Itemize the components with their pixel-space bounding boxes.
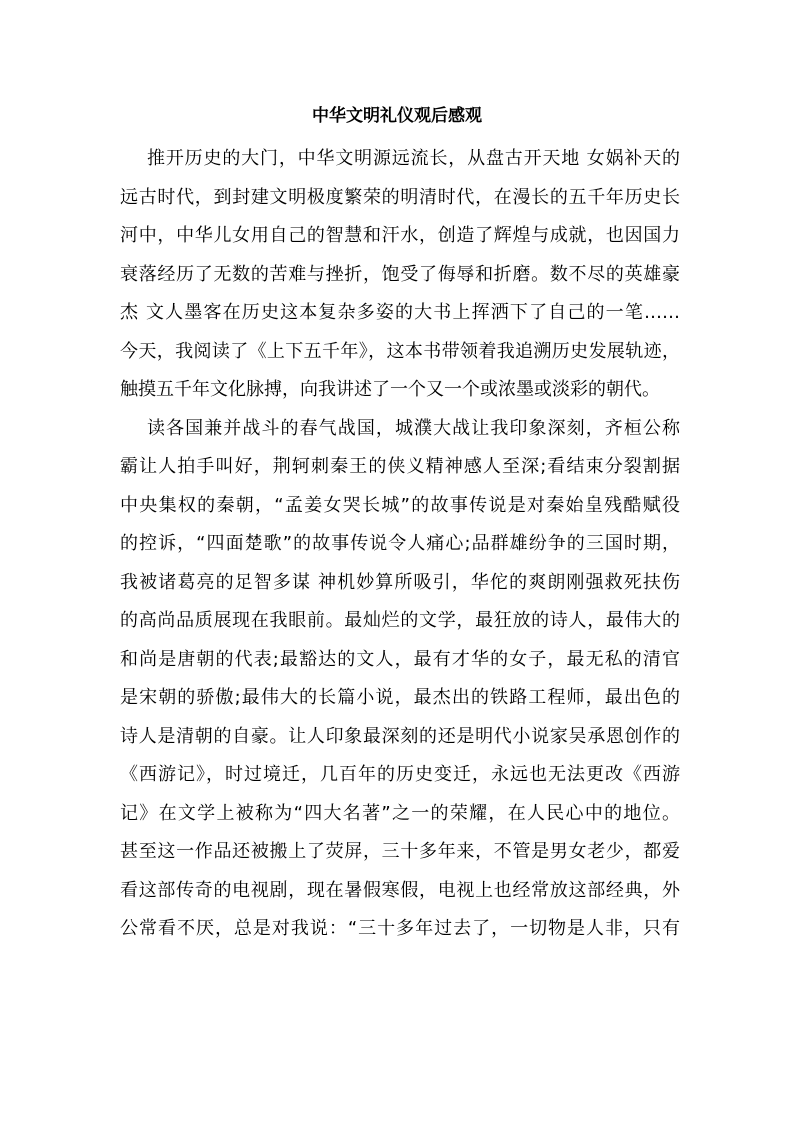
text-line: 触摸五千年文化脉搏，向我讲述了一个又一个或浓墨或淡彩的朝代。 [120, 379, 660, 400]
text-line: 看这部传奇的电视剧，现在暑假寒假，电视上也经常放这部经典，外 [120, 879, 680, 901]
text-line: 《西游记》，时过境迁，几百年的历史变迁，永远也无法更改《西游 [120, 764, 680, 785]
text-line: 和尚是唐朝的代表;最豁达的文人，最有才华的女子，最无私的清官 [120, 648, 680, 670]
text-line: 甚至这一作品还被搬上了荧屏，三十多年来，不管是男女老少，都爱 [120, 841, 680, 862]
text-line: 中央集权的秦朝，“孟姜女哭长城”的故事传说是对秦始皇残酷赋役 [120, 494, 680, 516]
document-body [120, 140, 680, 949]
text-line: 诗人是清朝的自豪。让人印象最深刻的还是明代小说家吴承恩创作的 [120, 725, 680, 747]
text-line: 今天，我阅读了《上下五千年》，这本书带领着我追溯历史发展轨迹， [120, 340, 680, 362]
text-line: 我被诸葛亮的足智多谋 神机妙算所吸引，华佗的爽朗刚强救死扶伤 [120, 571, 680, 593]
text-line: 读各国兼并战斗的春气战国，城濮大战让我印象深刻，齐桓公称 [147, 417, 680, 439]
text-line: 河中，中华儿女用自己的智慧和汗水，创造了辉煌与成就，也因国力 [120, 225, 680, 246]
document-title: 中华文明礼仪观后感观 [312, 106, 482, 126]
text-line: 是宋朝的骄傲;最伟大的长篇小说，最杰出的铁路工程师，最出色的 [120, 687, 680, 708]
text-line: 的高尚品质展现在我眼前。最灿烂的文学，最狂放的诗人，最伟大的 [120, 610, 680, 631]
text-line: 记》在文学上被称为“四大名著”之一的荣耀，在人民心中的地位。 [120, 802, 680, 824]
text-line: 衰落经历了无数的苦难与挫折，饱受了侮辱和折磨。数不尽的英雄豪 [120, 263, 680, 285]
text-line: 杰 文人墨客在历史这本复杂多姿的大书上挥洒下了自己的一笔…… [120, 302, 680, 323]
text-line: 的控诉，“四面楚歌”的故事传说令人痛心;品群雄纷争的三国时期， [120, 533, 680, 554]
text-line: 公常看不厌，总是对我说：“三十多年过去了，一切物是人非，只有 [120, 918, 680, 939]
text-line: 推开历史的大门，中华文明源远流长，从盘古开天地 女娲补天的 [147, 148, 680, 169]
text-line: 霸让人拍手叫好，荆轲刺秦王的侠义精神感人至深;看结束分裂割据 [120, 456, 680, 477]
text-line: 远古时代，到封建文明极度繁荣的明清时代，在漫长的五千年历史长 [120, 186, 680, 208]
